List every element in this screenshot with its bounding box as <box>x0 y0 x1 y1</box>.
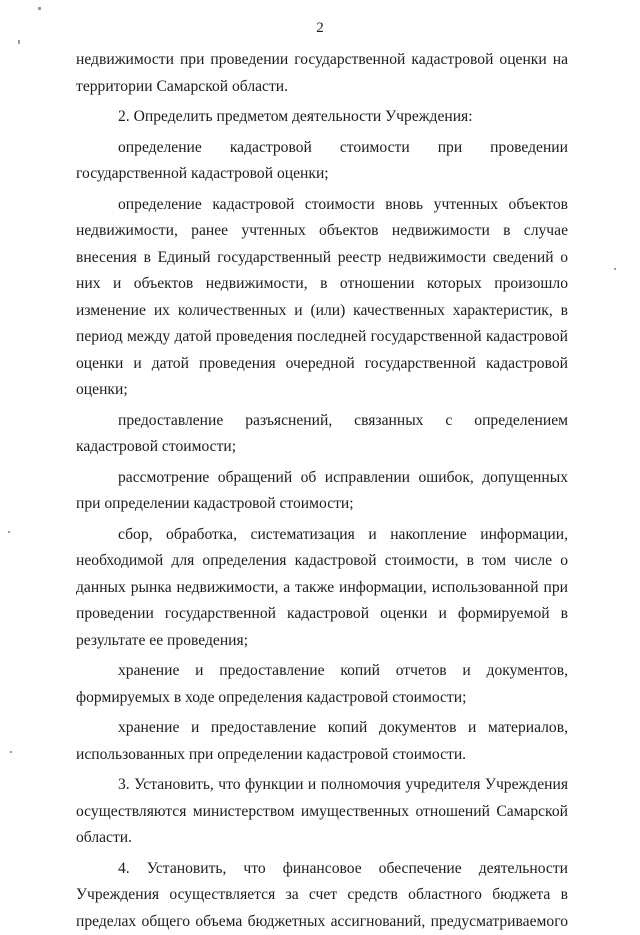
paragraph: предоставление разъяснений, связанных с определением кадастровой стоимости; <box>76 408 568 461</box>
scan-mark <box>38 7 41 10</box>
paragraph: недвижимости при проведении государственной кадастровой оценки на территории Самарской области. <box>76 47 568 100</box>
paragraph: хранение и предоставление копий отчетов и документов, формируемых в ходе определения кадастровой стоимости; <box>76 658 568 711</box>
paragraph: сбор, обработка, систематизация и накопление информации, необходимой для определения кадастровой стоимости, в том числе о данных рынка недвижимости, а также информации, использованной при проведении государственной кадастровой оценки и формируемой в результате ее проведения; <box>76 522 568 655</box>
paragraph: определение кадастровой стоимости при проведении государственной кадастровой оценки; <box>76 135 568 188</box>
paragraph: 2. Определить предметом деятельности Учреждения: <box>76 104 568 131</box>
scan-mark <box>8 531 10 533</box>
paragraph: рассмотрение обращений об исправлении ошибок, допущенных при определении кадастровой стоимости; <box>76 465 568 518</box>
scan-mark <box>614 268 616 270</box>
paragraph: определение кадастровой стоимости вновь учтенных объектов недвижимости, ранее учтенных объектов недвижимости в случае внесения в Единый государственный реестр недвижимости сведений о них и объектов недвижимости, в отношении которых произошло изменение их количественных и (или) качественных характеристик, в период между датой проведения последней государственной кадастровой оценки и датой проведения очередной государственной кадастровой оценки; <box>76 192 568 404</box>
paragraph: 3. Установить, что функции и полномочия учредителя Учреждения осуществляются министерством имущественных отношений Самарской области. <box>76 772 568 852</box>
paragraph: хранение и предоставление копий документов и материалов, использованных при определении кадастровой стоимости. <box>76 715 568 768</box>
page-number: 2 <box>0 20 640 37</box>
document-body <box>76 47 568 935</box>
scan-mark <box>10 751 12 753</box>
scan-mark <box>18 40 20 44</box>
paragraph: 4. Установить, что финансовое обеспечение деятельности Учреждения осуществляется за счет средств областного бюджета в пределах общего объема бюджетных ассигнований, предусматриваемого <box>76 856 568 935</box>
